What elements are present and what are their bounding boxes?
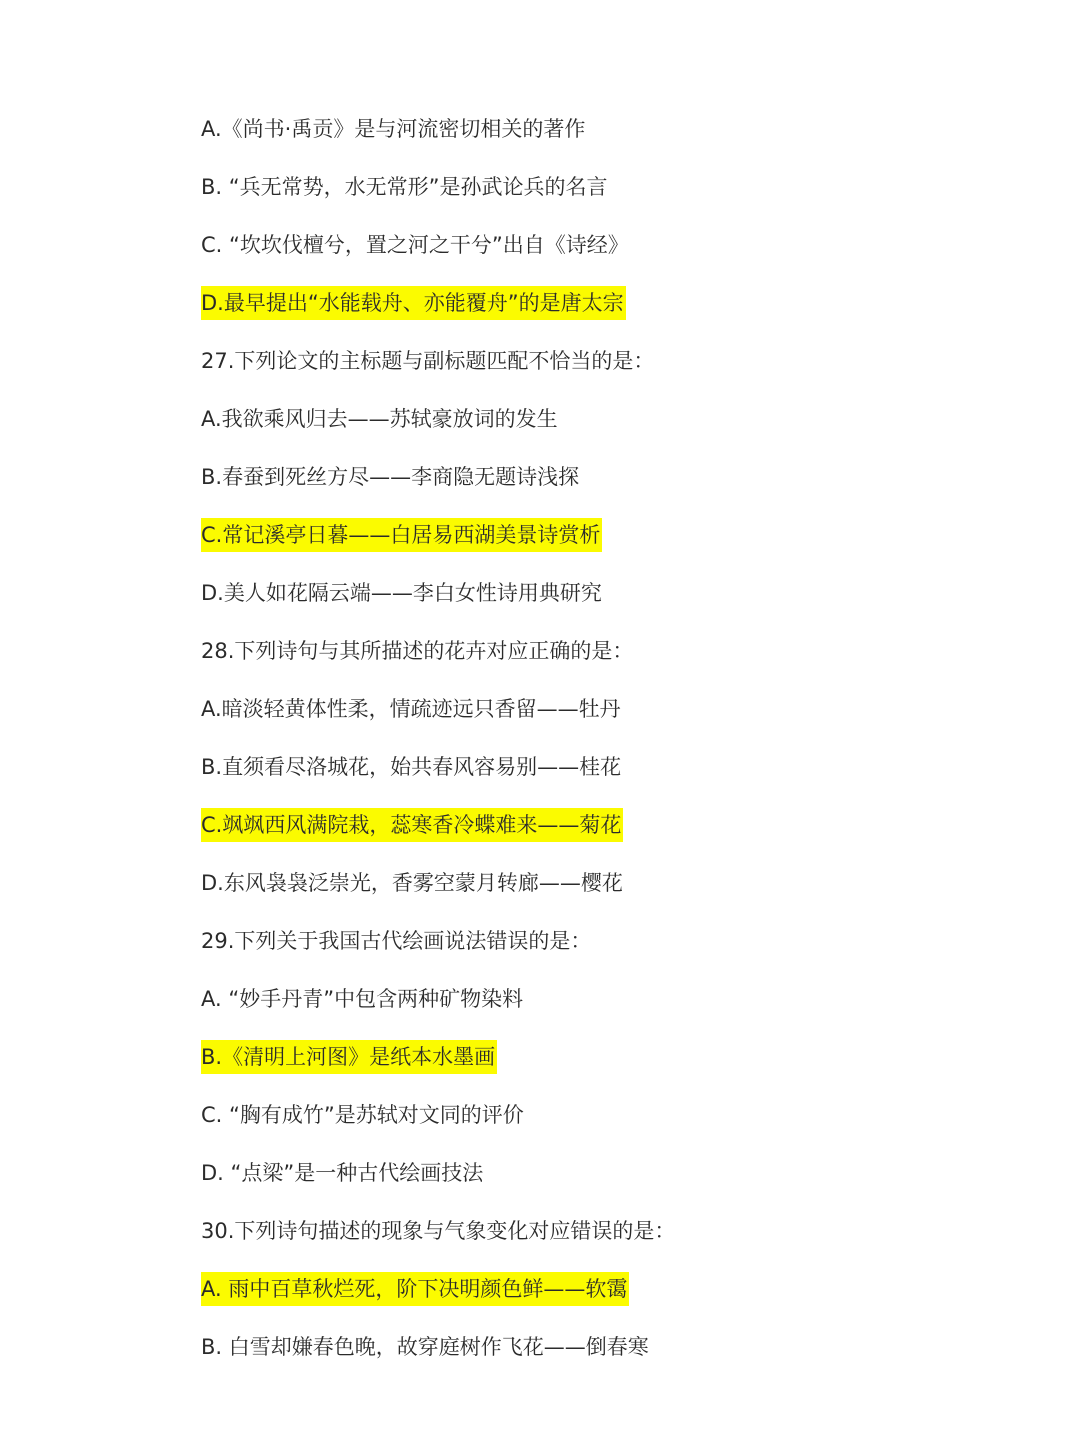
line-6 xyxy=(201,390,1021,448)
line-16 xyxy=(201,970,1021,1028)
line-14 xyxy=(201,854,1021,912)
document-body xyxy=(201,100,1021,1376)
line-17 xyxy=(201,1028,1021,1086)
option-text: B.春蚕到死丝方尽——李商隐无题诗浅探 xyxy=(201,465,580,489)
line-3 xyxy=(201,216,1021,274)
line-15 xyxy=(201,912,1021,970)
option-text: C. “胸有成竹”是苏轼对文同的评价 xyxy=(201,1103,524,1127)
line-21 xyxy=(201,1260,1021,1318)
highlighted-answer: C.飒飒西风满院栽，蕊寒香冷蝶难来——菊花 xyxy=(201,808,623,842)
question-text: 27.下列论文的主标题与副标题匹配不恰当的是： xyxy=(201,349,655,373)
option-text: D.美人如花隔云端——李白女性诗用典研究 xyxy=(201,581,602,605)
line-4 xyxy=(201,274,1021,332)
line-12 xyxy=(201,738,1021,796)
option-text: D. “点梁”是一种古代绘画技法 xyxy=(201,1161,484,1185)
line-19 xyxy=(201,1144,1021,1202)
option-text: A.我欲乘风归去——苏轼豪放词的发生 xyxy=(201,407,558,431)
line-22 xyxy=(201,1318,1021,1376)
highlighted-answer: A. 雨中百草秋烂死，阶下决明颜色鲜——软霭 xyxy=(201,1272,629,1306)
option-text: A. “妙手丹青”中包含两种矿物染料 xyxy=(201,987,524,1011)
line-20 xyxy=(201,1202,1021,1260)
question-text: 29.下列关于我国古代绘画说法错误的是： xyxy=(201,929,592,953)
option-text: C. “坎坎伐檀兮，置之河之干兮”出自《诗经》 xyxy=(201,233,629,257)
line-2 xyxy=(201,158,1021,216)
question-text: 30.下列诗句描述的现象与气象变化对应错误的是： xyxy=(201,1219,676,1243)
line-8 xyxy=(201,506,1021,564)
highlighted-answer: C.常记溪亭日暮——白居易西湖美景诗赏析 xyxy=(201,518,602,552)
line-10 xyxy=(201,622,1021,680)
line-13 xyxy=(201,796,1021,854)
line-9 xyxy=(201,564,1021,622)
option-text: B. 白雪却嫌春色晚，故穿庭树作飞花——倒春寒 xyxy=(201,1335,649,1359)
line-1 xyxy=(201,100,1021,158)
option-text: B. “兵无常势，水无常形”是孙武论兵的名言 xyxy=(201,175,608,199)
line-5 xyxy=(201,332,1021,390)
highlighted-answer: D.最早提出“水能载舟、亦能覆舟”的是唐太宗 xyxy=(201,286,626,320)
line-18 xyxy=(201,1086,1021,1144)
option-text: A.《尚书·禹贡》是与河流密切相关的著作 xyxy=(201,117,586,141)
highlighted-answer: B.《清明上河图》是纸本水墨画 xyxy=(201,1040,497,1074)
line-11 xyxy=(201,680,1021,738)
question-text: 28.下列诗句与其所描述的花卉对应正确的是： xyxy=(201,639,634,663)
line-7 xyxy=(201,448,1021,506)
option-text: B.直须看尽洛城花，始共春风容易别——桂花 xyxy=(201,755,622,779)
option-text: D.东风袅袅泛崇光，香雾空蒙月转廊——樱花 xyxy=(201,871,623,895)
option-text: A.暗淡轻黄体性柔，情疏迹远只香留——牡丹 xyxy=(201,697,621,721)
